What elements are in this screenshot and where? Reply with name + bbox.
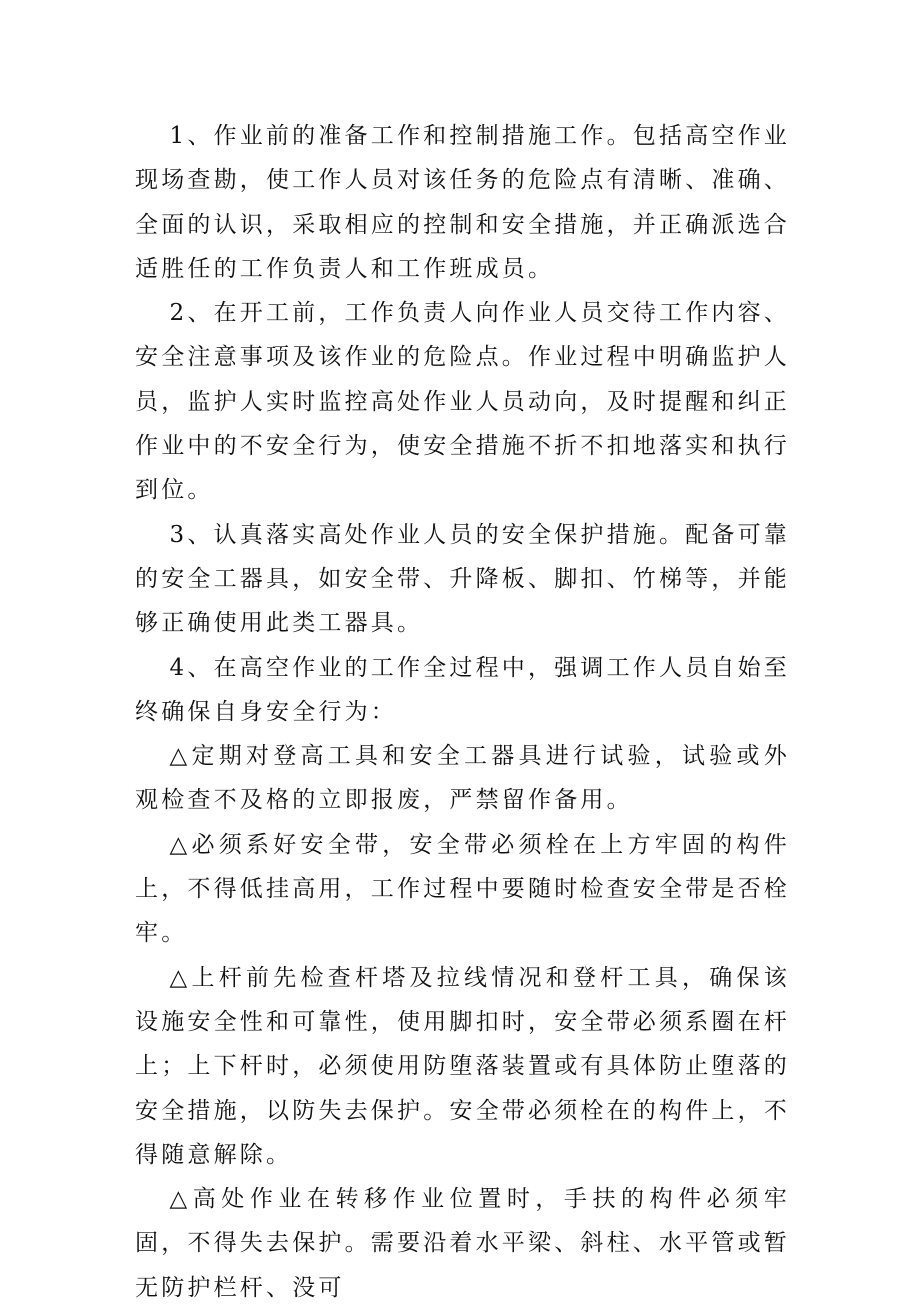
document-body — [135, 114, 790, 1310]
paragraph-1: 1、作业前的准备工作和控制措施工作。包括高空作业现场查勘，使工作人员对该任务的危险点有清晰、准确、全面的认识，采取相应的控制和安全措施，并正确派选合适胜任的工作负责人和工作班成员。 — [135, 123, 790, 282]
paragraph-6: △必须系好安全带，安全带必须栓在上方牢固的构件上，不得低挂高用，工作过程中要随时检查安全带是否栓牢。 — [135, 831, 790, 947]
paragraph-4: 4、在高空作业的工作全过程中，强调工作人员自始至终确保自身安全行为： — [135, 654, 790, 725]
paragraph-3: 3、认真落实高处作业人员的安全保护措施。配备可靠的安全工器具，如安全带、升降板、脚扣、竹梯等，并能够正确使用此类工器具。 — [135, 521, 790, 637]
paragraph-7: △上杆前先检查杆塔及拉线情况和登杆工具，确保该设施安全性和可靠性，使用脚扣时，安全带必须系圈在杆上；上下杆时，必须使用防堕落装置或有具体防止堕落的安全措施，以防失去保护。安全带必须栓在的构件上，不得随意解除。 — [135, 964, 790, 1168]
paragraph-2: 2、在开工前，工作负责人向作业人员交待工作内容、安全注意事项及该作业的危险点。作业过程中明确监护人员，监护人实时监控高处作业人员动向，及时提醒和纠正作业中的不安全行为，使安全措施不折不扣地落实和执行到位。 — [135, 300, 790, 504]
paragraph-5: △定期对登高工具和安全工器具进行试验，试验或外观检查不及格的立即报废，严禁留作备用。 — [135, 743, 790, 814]
paragraph-8: △高处作业在转移作业位置时，手扶的构件必须牢固，不得失去保护。需要沿着水平梁、斜柱、水平管或暂无防护栏杆、没可 — [135, 1186, 790, 1301]
